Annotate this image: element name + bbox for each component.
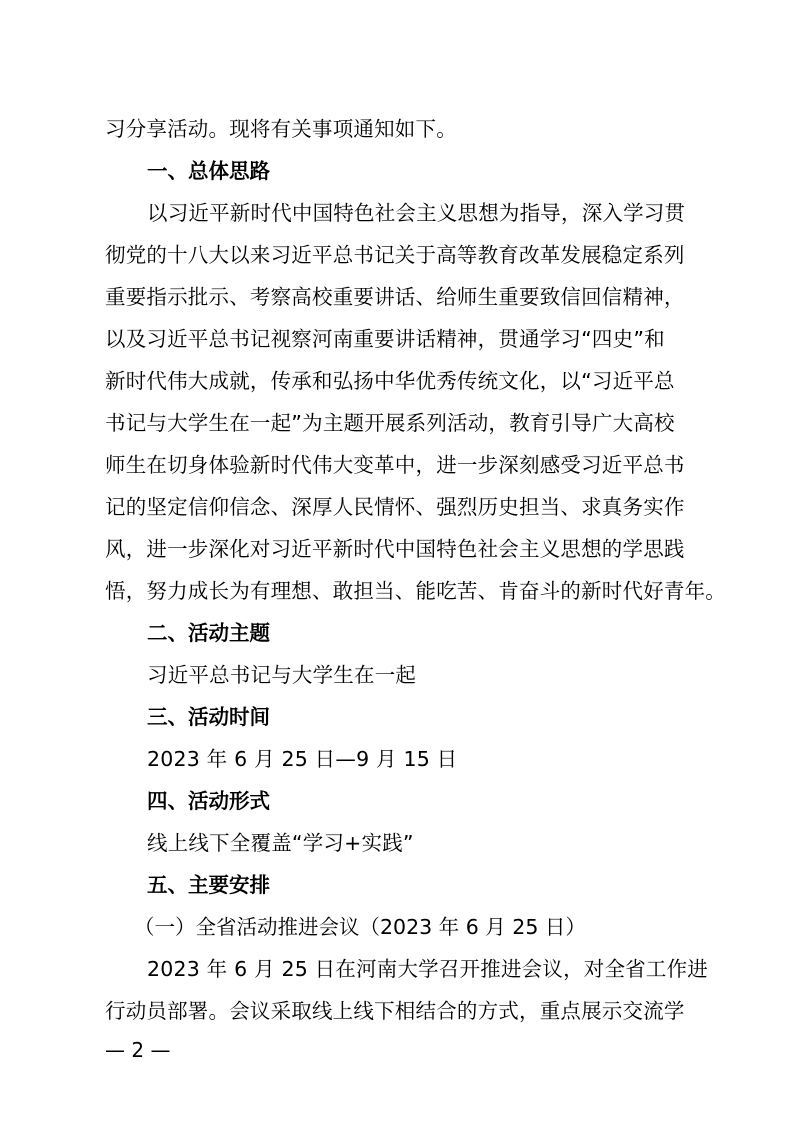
section-4-heading: 四、活动形式 <box>147 789 270 813</box>
section-1-heading: 一、总体思路 <box>147 159 270 183</box>
section-1-line: 书记与大学生在一起”为主题开展系列活动，教育引导广大高校 <box>105 411 675 435</box>
section-1-line: 彻党的十八大以来习近平总书记关于高等教育改革发展稳定系列 <box>105 243 685 267</box>
section-2-text: 习近平总书记与大学生在一起 <box>147 663 417 687</box>
section-1-line: 新时代伟大成就，传承和弘扬中华优秀传统文化，以“习近平总 <box>105 369 675 393</box>
section-1-line: 风，进一步深化对习近平新时代中国特色社会主义思想的学思践 <box>105 537 685 561</box>
section-1-line: 以及习近平总书记视察河南重要讲话精神，贯通学习“四史”和 <box>105 327 665 351</box>
intro-tail-line: 习分享活动。现将有关事项通知如下。 <box>105 117 457 141</box>
section-5-line: 2023 年 6 月 25 日在河南大学召开推进会议，对全省工作进 <box>147 957 708 981</box>
section-3-heading: 三、活动时间 <box>147 705 270 729</box>
section-1-line: 悟，努力成长为有理想、敢担当、能吃苦、肯奋斗的新时代好青年。 <box>105 579 726 603</box>
section-5-subheading: （一）全省活动推进会议（2023 年 6 月 25 日） <box>134 915 586 939</box>
section-3-text: 2023 年 6 月 25 日—9 月 15 日 <box>147 747 458 771</box>
section-5-line: 行动员部署。会议采取线上线下相结合的方式，重点展示交流学 <box>105 999 685 1023</box>
section-1-line: 师生在切身体验新时代伟大变革中，进一步深刻感受习近平总书 <box>105 453 685 477</box>
section-5-heading: 五、主要安排 <box>147 873 270 897</box>
section-1-line: 重要指示批示、考察高校重要讲话、给师生重要致信回信精神， <box>105 285 685 309</box>
page-number: — 2 — <box>105 1038 171 1062</box>
section-2-heading: 二、活动主题 <box>147 621 270 645</box>
section-1-line: 以习近平新时代中国特色社会主义思想为指导，深入学习贯 <box>147 201 686 225</box>
section-4-text: 线上线下全覆盖“学习+实践” <box>147 831 414 855</box>
section-1-line: 记的坚定信仰信念、深厚人民情怀、强烈历史担当、求真务实作 <box>105 495 685 519</box>
